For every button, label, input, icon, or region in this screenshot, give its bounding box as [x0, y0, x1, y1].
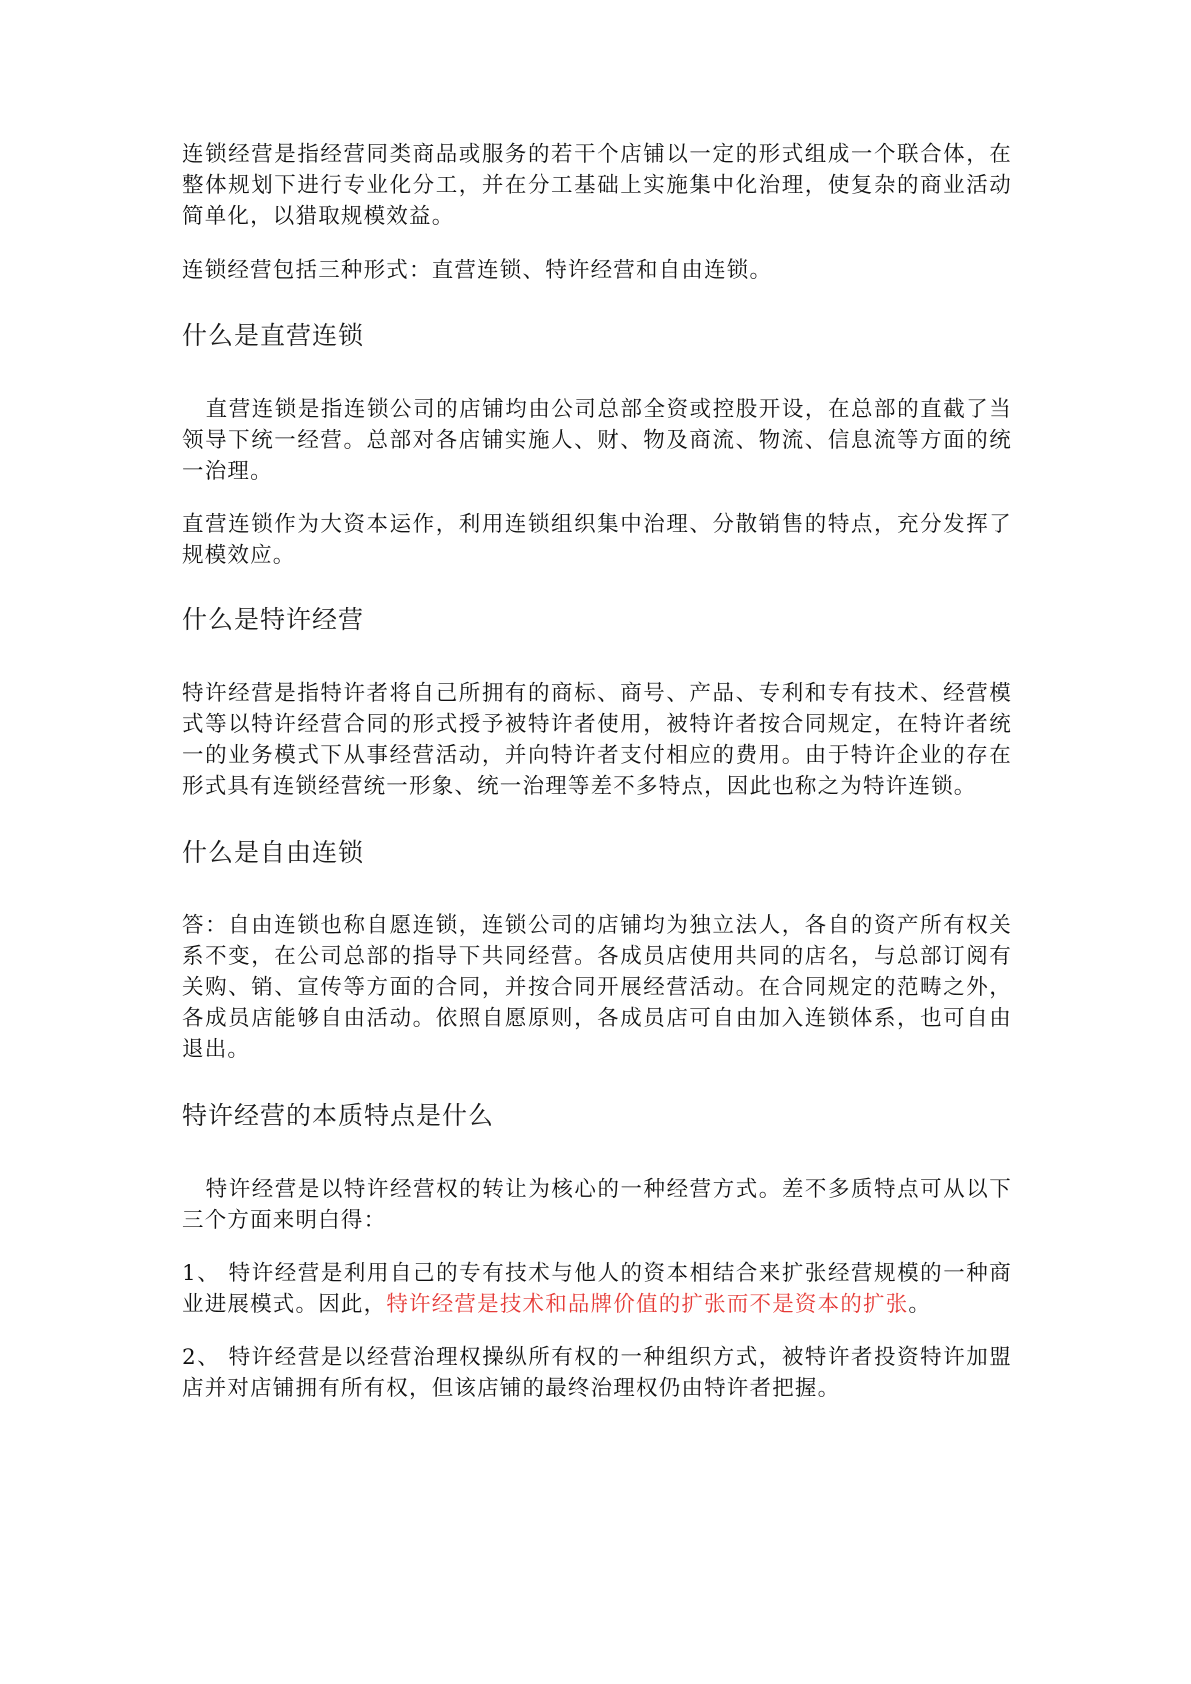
point-1-highlight: 特许经营是技术和品牌价值的扩张而不是资本的扩张 [386, 1292, 909, 1317]
franchise-point-1 [182, 1258, 1012, 1320]
heading-voluntary-chain: 什么是自由连锁 [182, 838, 365, 867]
document-page [182, 139, 1012, 1404]
point-1-end: 。 [908, 1292, 932, 1317]
heading-franchise: 什么是特许经营 [182, 605, 365, 634]
heading-franchise-essence: 特许经营的本质特点是什么 [182, 1101, 495, 1130]
forms-paragraph: 连锁经营包括三种形式：直营连锁、特许经营和自由连锁。 [182, 258, 773, 283]
franchise-essence-intro: 特许经营是以特许经营权的转让为核心的一种经营方式。差不多质特点可从以下三个方面来明白得： [182, 1177, 1012, 1233]
direct-chain-definition: 直营连锁是指连锁公司的店铺均由公司总部全资或控股开设，在总部的直截了当领导下统一经营。总部对各店铺实施人、财、物及商流、物流、信息流等方面的统一治理。 [182, 397, 1012, 484]
franchise-definition: 特许经营是指特许者将自己所拥有的商标、商号、产品、专利和专有技术、经营模式等以特许经营合同的形式授予被特许者使用，被特许者按合同规定，在特许者统一的业务模式下从事经营活动，并向特许者支付相应的费用。由于特许企业的存在形式具有连锁经营统一形象、统一治理等差不多特点，因此也称之为特许连锁。 [182, 681, 1012, 799]
intro-paragraph: 连锁经营是指经营同类商品或服务的若干个店铺以一定的形式组成一个联合体，在整体规划下进行专业化分工，并在分工基础上实施集中化治理，使复杂的商业活动简单化，以猎取规模效益。 [182, 142, 1012, 229]
point-1-text: 1、 特许经营是利用自己的专有技术与他人的资本相结合来扩张经营规模的一种商业进展模式。因此， [182, 1261, 1012, 1317]
franchise-point-2: 2、 特许经营是以经营治理权操纵所有权的一种组织方式，被特许者投资特许加盟店并对店铺拥有所有权，但该店铺的最终治理权仍由特许者把握。 [182, 1345, 1012, 1401]
voluntary-chain-definition: 答：自由连锁也称自愿连锁，连锁公司的店铺均为独立法人，各自的资产所有权关系不变，在公司总部的指导下共同经营。各成员店使用共同的店名，与总部订阅有关购、销、宣传等方面的合同，并按合同开展经营活动。在合同规定的范畴之外，各成员店能够自由活动。依照自愿原则，各成员店可自由加入连锁体系，也可自由退出。 [182, 913, 1012, 1062]
direct-chain-feature: 直营连锁作为大资本运作，利用连锁组织集中治理、分散销售的特点，充分发挥了规模效应。 [182, 512, 1012, 568]
heading-direct-chain: 什么是直营连锁 [182, 321, 365, 350]
